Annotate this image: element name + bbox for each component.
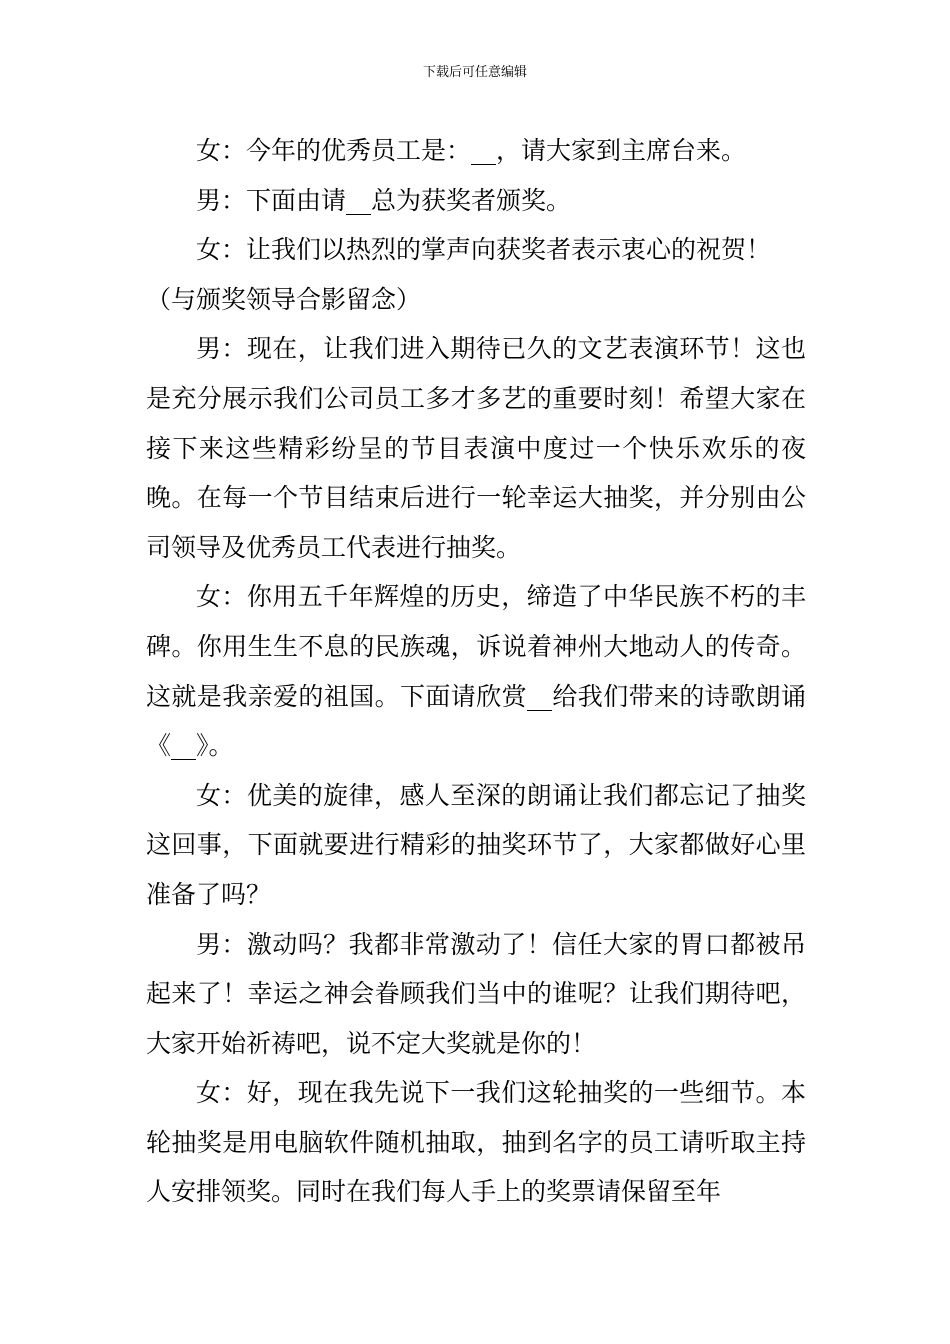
paragraph-5: 男：现在，让我们进入期待已久的文艺表演环节！这也是充分展示我们公司员工多才多艺的重要时刻！希望大家在接下来这些精彩纷呈的节目表演中度过一个快乐欢乐的夜晚。在每一个节目结束后进行一轮幸运大抽奖，并分别由公司领导及优秀员工代表进行抽奖。 [146, 334, 806, 562]
paragraph-7: 女：优美的旋律，感人至深的朗诵让我们都忘记了抽奖这回事，下面就要进行精彩的抽奖环节了，大家都做好心里准备了吗？ [146, 780, 806, 909]
page-header: 下载后可任意编辑 [422, 65, 527, 80]
paragraph-3: 女：让我们以热烈的掌声向获奖者表示衷心的祝贺！ [196, 235, 772, 265]
paragraph-8: 男：激动吗？我都非常激动了！信任大家的胃口都被吊起来了！幸运之神会眷顾我们当中的谁呢？让我们期待吧，大家开始祈祷吧，说不定大奖就是你的！ [146, 929, 806, 1058]
paragraph-4: （与颁奖领导合影留念） [146, 284, 422, 314]
paragraph-9: 女：好，现在我先说下一我们这轮抽奖的一些细节。本轮抽奖是用电脑软件随机抽取，抽到名字的员工请听取主持人安排领奖。同时在我们每人手上的奖票请保留至年 [146, 1078, 806, 1207]
paragraph-1: 女：今年的优秀员工是：__，请大家到主席台来。 [196, 136, 747, 165]
document-body [146, 126, 806, 1217]
paragraph-2: 男：下面由请__总为获奖者颁奖。 [196, 185, 572, 215]
paragraph-6: 女：你用五千年辉煌的历史，缔造了中华民族不朽的丰碑。你用生生不息的民族魂，诉说着神州大地动人的传奇。这就是我亲爱的祖国。下面请欣赏__给我们带来的诗歌朗诵《__》。 [146, 582, 806, 761]
